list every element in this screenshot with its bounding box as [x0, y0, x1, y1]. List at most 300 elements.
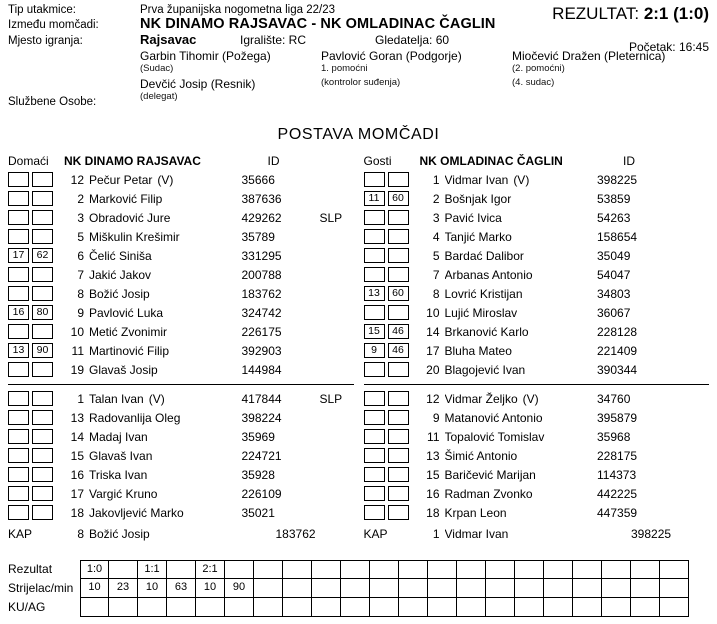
ku-cell[interactable]	[399, 598, 428, 617]
sub-minute-box[interactable]: 46	[388, 343, 409, 358]
ku-cell[interactable]	[312, 598, 341, 617]
result-cell[interactable]: 1:0	[80, 560, 109, 579]
player-row	[8, 227, 354, 246]
sub-boxes	[8, 486, 58, 501]
sub-in-box[interactable]: 17	[8, 248, 29, 263]
player-id: 35968	[597, 429, 631, 444]
sub-minute-box[interactable]	[388, 467, 409, 482]
sub-minute-box[interactable]: 60	[388, 191, 409, 206]
player-row	[8, 360, 354, 379]
sub-boxes	[8, 172, 58, 187]
sub-in-box[interactable]	[364, 172, 385, 187]
player-name: Metić Zvonimir	[89, 324, 168, 339]
league-name: Prva županijska nogometna liga 22/23	[140, 4, 335, 16]
sub-minute-box[interactable]	[388, 410, 409, 425]
player-name: Pavlović Luka	[89, 305, 164, 320]
home-table-header	[8, 150, 354, 168]
player-id: 226175	[241, 324, 282, 339]
sub-boxes	[364, 505, 414, 520]
result-cell[interactable]	[486, 560, 515, 579]
sub-minute-box[interactable]	[388, 305, 409, 320]
sub-boxes	[8, 286, 58, 301]
result-cell[interactable]	[399, 560, 428, 579]
away-team-name: NK OMLADINAC ČAGLIN	[419, 154, 563, 168]
sub-boxes	[364, 210, 414, 225]
player-number: 10	[426, 305, 440, 320]
sub-in-box[interactable]: 13	[364, 286, 385, 301]
player-id: 35049	[597, 248, 631, 263]
player-number: 2	[432, 191, 440, 206]
scorer-cell[interactable]	[399, 579, 428, 598]
sub-boxes	[364, 267, 414, 282]
player-name: Talan Ivan (V)	[89, 391, 165, 406]
sub-in-box[interactable]	[364, 229, 385, 244]
away-captain-number: 1	[432, 527, 440, 541]
lineups	[0, 150, 717, 544]
sub-in-box[interactable]	[364, 248, 385, 263]
player-number: 14	[70, 429, 84, 444]
player-row	[364, 227, 710, 246]
player-row	[8, 503, 354, 522]
sub-boxes	[8, 343, 58, 358]
sub-minute-box[interactable]	[32, 486, 53, 501]
scorer-cell[interactable]: 63	[167, 579, 196, 598]
player-id: 35021	[241, 505, 275, 520]
ku-cell[interactable]	[457, 598, 486, 617]
player-id: 392903	[241, 343, 282, 358]
player-id: 390344	[597, 362, 638, 377]
player-name: Lovrić Kristijan	[444, 286, 523, 301]
sub-in-box[interactable]	[364, 448, 385, 463]
sub-in-box[interactable]	[8, 286, 29, 301]
player-number: 1	[77, 391, 84, 406]
result-cell[interactable]	[283, 560, 312, 579]
sub-boxes	[8, 505, 58, 520]
venue-label: Mjesto igranja:	[8, 35, 83, 47]
player-id: 34760	[597, 391, 631, 406]
official-assistant1-role: 1. pomoćni	[321, 63, 368, 74]
scorer-cell[interactable]	[486, 579, 515, 598]
sub-in-box[interactable]	[8, 505, 29, 520]
ku-cell[interactable]	[109, 598, 138, 617]
player-name: Triska Ivan	[89, 467, 148, 482]
sub-in-box[interactable]	[364, 467, 385, 482]
scorer-cell[interactable]	[283, 579, 312, 598]
goalkeeper-marker: (V)	[148, 391, 165, 406]
ku-cell[interactable]	[138, 598, 167, 617]
player-id: 395879	[597, 410, 638, 425]
player-id: 398225	[597, 172, 638, 187]
official-delegate-name: Devčić Josip (Resnik)	[140, 77, 256, 91]
player-id: 442225	[597, 486, 638, 501]
player-row	[364, 389, 710, 408]
result-row	[8, 560, 708, 579]
official-fourth	[512, 77, 554, 88]
player-id: 114373	[597, 467, 637, 482]
ku-row	[8, 598, 708, 617]
official-referee	[140, 49, 271, 74]
home-captain-id: 183762	[275, 527, 316, 541]
player-number: 7	[432, 267, 440, 282]
match-type-label: Tip utakmice:	[8, 4, 76, 16]
player-id: 35666	[241, 172, 275, 187]
player-name: Arbanas Antonio	[444, 267, 533, 282]
scorer-cell[interactable]: 10	[138, 579, 167, 598]
ku-cell[interactable]	[196, 598, 225, 617]
home-captain-number: 8	[77, 527, 84, 541]
sub-minute-box[interactable]	[32, 210, 53, 225]
sub-minute-box[interactable]	[388, 229, 409, 244]
sub-minute-box[interactable]	[388, 505, 409, 520]
sub-minute-box[interactable]	[32, 448, 53, 463]
player-number: 8	[77, 286, 84, 301]
result-cell[interactable]	[602, 560, 631, 579]
player-number: 10	[70, 324, 84, 339]
player-name: Brkanović Karlo	[444, 324, 529, 339]
official-delegate	[140, 77, 255, 102]
scorer-cell[interactable]	[631, 579, 660, 598]
player-id: 200788	[241, 267, 282, 282]
player-name: Čelić Siniša	[89, 248, 152, 263]
player-number: 5	[432, 248, 440, 263]
scorer-cell[interactable]	[254, 579, 283, 598]
player-row	[364, 360, 710, 379]
venue-row	[8, 32, 709, 47]
result-cell[interactable]	[631, 560, 660, 579]
sub-in-box[interactable]	[8, 448, 29, 463]
player-row	[8, 322, 354, 341]
player-id: 331295	[241, 248, 282, 263]
home-id-header: ID	[267, 154, 280, 168]
scorer-cell[interactable]: 23	[109, 579, 138, 598]
player-number: 15	[70, 448, 84, 463]
sub-boxes	[364, 305, 414, 320]
sub-minute-box[interactable]	[32, 429, 53, 444]
player-number: 13	[70, 410, 84, 425]
player-row	[8, 284, 354, 303]
goalkeeper-marker: (V)	[522, 391, 539, 406]
player-id: 387636	[241, 191, 282, 206]
sub-minute-box[interactable]	[388, 391, 409, 406]
player-number: 17	[426, 343, 440, 358]
away-captain-name: Vidmar Ivan	[444, 527, 509, 541]
scorer-cell[interactable]	[428, 579, 457, 598]
player-licence-flag: SLP	[319, 391, 343, 406]
sub-minute-box[interactable]	[32, 505, 53, 520]
player-id: 158654	[597, 229, 638, 244]
sub-minute-box[interactable]	[32, 229, 53, 244]
home-starters-list	[8, 170, 354, 379]
sub-boxes	[364, 343, 414, 358]
sub-minute-box[interactable]	[32, 324, 53, 339]
sub-minute-box[interactable]	[388, 267, 409, 282]
player-name: Madaj Ivan	[89, 429, 148, 444]
sub-minute-box[interactable]: 46	[388, 324, 409, 339]
player-name: Baričević Marijan	[444, 467, 536, 482]
ku-cell[interactable]	[254, 598, 283, 617]
sub-minute-box[interactable]: 90	[32, 343, 53, 358]
sub-in-box[interactable]: 9	[364, 343, 385, 358]
player-row	[8, 427, 354, 446]
sub-in-box[interactable]	[364, 486, 385, 501]
scorer-cell[interactable]	[341, 579, 370, 598]
away-side-label: Gosti	[363, 154, 392, 168]
player-id: 35789	[241, 229, 275, 244]
player-row	[364, 484, 710, 503]
player-number: 4	[432, 229, 440, 244]
scorer-cell[interactable]	[544, 579, 573, 598]
home-divider	[8, 384, 354, 385]
sub-in-box[interactable]	[364, 362, 385, 377]
sub-boxes	[364, 229, 414, 244]
player-id: 54263	[597, 210, 631, 225]
ku-cell[interactable]	[283, 598, 312, 617]
scorer-cell[interactable]	[370, 579, 399, 598]
sub-boxes	[364, 467, 414, 482]
sub-minute-box[interactable]	[388, 448, 409, 463]
sub-boxes	[8, 429, 58, 444]
scorer-cell[interactable]: 10	[196, 579, 225, 598]
sub-in-box[interactable]	[8, 229, 29, 244]
scorer-cell[interactable]: 90	[225, 579, 254, 598]
sub-boxes	[8, 267, 58, 282]
sub-boxes	[8, 324, 58, 339]
sub-minute-box[interactable]	[32, 410, 53, 425]
result-cell[interactable]	[167, 560, 196, 579]
player-number: 3	[77, 210, 84, 225]
player-number: 9	[77, 305, 84, 320]
result-cell[interactable]	[515, 560, 544, 579]
player-name: Bošnjak Igor	[444, 191, 512, 206]
sub-minute-box[interactable]	[388, 172, 409, 187]
sub-minute-box[interactable]	[388, 486, 409, 501]
home-captain-row	[8, 524, 354, 544]
player-number: 19	[70, 362, 84, 377]
sub-in-box[interactable]	[364, 429, 385, 444]
sub-boxes	[364, 410, 414, 425]
sub-boxes	[364, 172, 414, 187]
result-cell[interactable]	[254, 560, 283, 579]
result-row-label: Rezultat	[8, 562, 53, 576]
player-number: 11	[427, 429, 440, 444]
player-name: Krpan Leon	[444, 505, 507, 520]
sub-in-box[interactable]	[8, 267, 29, 282]
sub-minute-box[interactable]	[32, 286, 53, 301]
player-row	[364, 284, 710, 303]
player-row	[8, 465, 354, 484]
player-licence-flag: SLP	[319, 210, 343, 225]
sub-in-box[interactable]	[8, 210, 29, 225]
sub-in-box[interactable]: 15	[364, 324, 385, 339]
sub-in-box[interactable]	[8, 410, 29, 425]
sub-in-box[interactable]	[364, 267, 385, 282]
player-row	[364, 246, 710, 265]
player-row	[8, 246, 354, 265]
player-id: 34803	[597, 286, 631, 301]
sub-minute-box[interactable]	[32, 467, 53, 482]
sub-boxes	[8, 210, 58, 225]
sub-boxes	[8, 448, 58, 463]
away-captain-id: 398225	[631, 527, 672, 541]
scorer-cell[interactable]	[312, 579, 341, 598]
ku-cell[interactable]	[573, 598, 602, 617]
player-row	[364, 208, 710, 227]
scorer-cell[interactable]: 10	[80, 579, 109, 598]
player-id: 324742	[241, 305, 282, 320]
result-cell[interactable]	[544, 560, 573, 579]
player-row	[8, 408, 354, 427]
sub-in-box[interactable]	[8, 191, 29, 206]
sub-minute-box[interactable]	[388, 248, 409, 263]
result-cell[interactable]: 2:1	[196, 560, 225, 579]
sub-in-box[interactable]	[8, 324, 29, 339]
result-cell[interactable]	[312, 560, 341, 579]
sub-in-box[interactable]	[8, 362, 29, 377]
sub-minute-box[interactable]: 80	[32, 305, 53, 320]
official-controller-role: (kontrolor suđenja)	[321, 77, 401, 88]
player-id: 224721	[241, 448, 282, 463]
player-number: 11	[71, 343, 84, 358]
player-row	[8, 208, 354, 227]
sub-in-box[interactable]	[8, 486, 29, 501]
sub-in-box[interactable]	[8, 391, 29, 406]
player-id: 447359	[597, 505, 638, 520]
sub-boxes	[364, 362, 414, 377]
player-number: 12	[426, 391, 440, 406]
player-number: 8	[432, 286, 440, 301]
away-subs-list	[364, 389, 710, 522]
result-cell[interactable]	[225, 560, 254, 579]
player-number: 20	[426, 362, 440, 377]
player-id: 54047	[597, 267, 631, 282]
player-name: Bluha Mateo	[444, 343, 512, 358]
player-name: Obradović Jure	[89, 210, 171, 225]
player-id: 228128	[597, 324, 638, 339]
officials-label: Službene Osobe:	[8, 96, 97, 108]
ku-cell[interactable]	[225, 598, 254, 617]
player-name: Glavaš Ivan	[89, 448, 153, 463]
player-row	[364, 322, 710, 341]
player-number: 6	[77, 248, 84, 263]
sub-boxes	[8, 229, 58, 244]
away-table-header	[364, 150, 710, 168]
result-cell[interactable]	[573, 560, 602, 579]
player-id: 226109	[241, 486, 282, 501]
ku-cell[interactable]	[341, 598, 370, 617]
playground-label: Igralište: RC	[240, 33, 307, 47]
sub-in-box[interactable]	[364, 391, 385, 406]
result-cell[interactable]	[341, 560, 370, 579]
ku-cell[interactable]	[486, 598, 515, 617]
sub-minute-box[interactable]	[32, 172, 53, 187]
result-cell[interactable]: 1:1	[138, 560, 167, 579]
sub-in-box[interactable]	[364, 210, 385, 225]
home-side-label: Domaći	[8, 154, 49, 168]
player-id: 417844	[241, 391, 282, 406]
scorer-cell[interactable]	[515, 579, 544, 598]
player-number: 5	[77, 229, 84, 244]
player-number: 18	[426, 505, 440, 520]
player-number: 15	[426, 467, 440, 482]
ku-cell[interactable]	[428, 598, 457, 617]
player-row	[8, 341, 354, 360]
result-cell[interactable]	[457, 560, 486, 579]
ku-cell[interactable]	[602, 598, 631, 617]
venue-name: Rajsavac	[140, 32, 197, 47]
sub-in-box[interactable]	[364, 410, 385, 425]
ku-cell[interactable]	[370, 598, 399, 617]
away-captain-label: KAP	[363, 527, 388, 541]
player-row	[364, 503, 710, 522]
between-teams-label: Između momčadi:	[8, 19, 99, 31]
sub-minute-box[interactable]	[32, 191, 53, 206]
result-cell[interactable]	[660, 560, 689, 579]
player-row	[364, 170, 710, 189]
sub-minute-box[interactable]	[32, 362, 53, 377]
sub-boxes	[8, 248, 58, 263]
ku-row-label: KU/AG	[8, 600, 46, 614]
ku-cell[interactable]	[660, 598, 689, 617]
sub-minute-box[interactable]	[32, 267, 53, 282]
player-name: Božić Josip	[89, 286, 150, 301]
official-controller	[321, 77, 400, 88]
sub-in-box[interactable]: 16	[8, 305, 29, 320]
sub-in-box[interactable]	[8, 172, 29, 187]
sub-minute-box[interactable]	[388, 362, 409, 377]
ku-cell[interactable]	[167, 598, 196, 617]
player-number: 16	[426, 486, 440, 501]
ku-cell[interactable]	[631, 598, 660, 617]
sub-in-box[interactable]: 11	[364, 191, 385, 206]
sub-boxes	[364, 391, 414, 406]
scorer-cell[interactable]	[457, 579, 486, 598]
sub-boxes	[8, 362, 58, 377]
sub-minute-box[interactable]	[388, 210, 409, 225]
match-title: NK DINAMO RAJSAVAC - NK OMLADINAC ČAGLIN	[140, 16, 496, 32]
sub-in-box[interactable]	[364, 305, 385, 320]
sub-minute-box[interactable]: 60	[388, 286, 409, 301]
player-name: Tanjić Marko	[444, 229, 512, 244]
player-name: Miškulin Krešimir	[89, 229, 180, 244]
result-cell[interactable]	[428, 560, 457, 579]
ku-cell[interactable]	[515, 598, 544, 617]
officials-row	[8, 49, 709, 108]
ku-cell[interactable]	[80, 598, 109, 617]
result-cell[interactable]	[109, 560, 138, 579]
sub-in-box[interactable]	[8, 429, 29, 444]
sub-minute-box[interactable]	[388, 429, 409, 444]
spectators-label: Gledatelja: 60	[375, 33, 450, 47]
scorer-cell[interactable]	[602, 579, 631, 598]
official-assistant1-name: Pavlović Goran (Podgorje)	[321, 49, 462, 63]
player-row	[8, 446, 354, 465]
sub-minute-box[interactable]	[32, 391, 53, 406]
sub-boxes	[8, 305, 58, 320]
official-assistant2-role: (2. pomoćni)	[512, 63, 565, 74]
sub-in-box[interactable]: 13	[8, 343, 29, 358]
sub-boxes	[8, 410, 58, 425]
scorer-cell[interactable]	[573, 579, 602, 598]
result-cell[interactable]	[370, 560, 399, 579]
home-team-block	[8, 150, 354, 544]
official-referee-role: (Sudac)	[140, 63, 174, 74]
player-number: 16	[70, 467, 84, 482]
sub-in-box[interactable]	[364, 505, 385, 520]
ku-cell[interactable]	[544, 598, 573, 617]
scorer-cell[interactable]	[660, 579, 689, 598]
sub-in-box[interactable]	[8, 467, 29, 482]
sub-minute-box[interactable]: 62	[32, 248, 53, 263]
